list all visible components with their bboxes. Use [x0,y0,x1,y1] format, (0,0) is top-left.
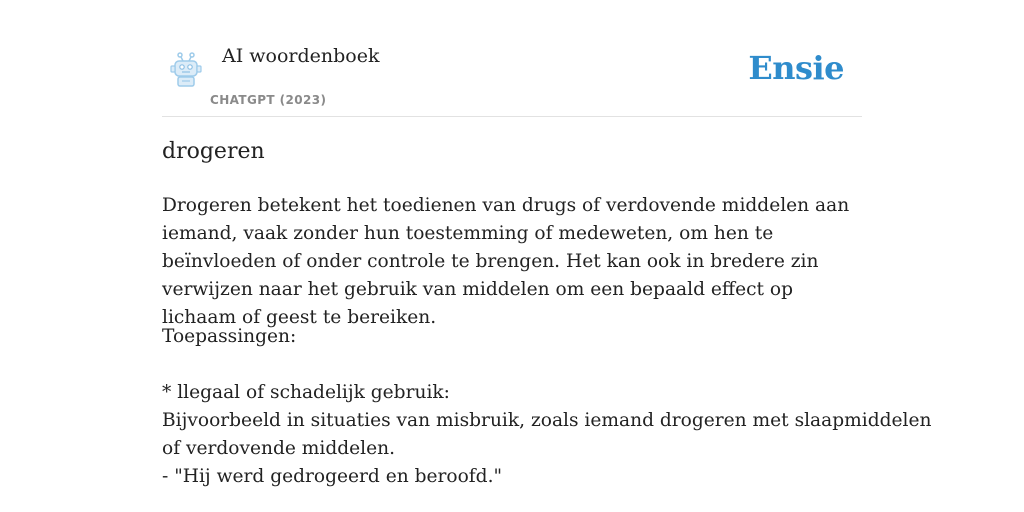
bullet-heading: * llegaal of schadelijk gebruik: [162,382,450,403]
spacer [162,351,862,379]
applications-section [162,323,932,491]
robot-icon [166,52,206,88]
entry-definition: Drogeren betekent het toedienen van drugs of verdovende middelen aan iemand, vaak zonder hun toestemming of medeweten, om hen te beïnvloeden of onder controle te brengen. Het kan ook in bredere zin verwijzen naar het gebruik van middelen om een bepaald effect op lichaam of geest te bereiken. [162,195,850,328]
bullet-text-line: Bijvoorbeeld in situaties van misbruik, zoals iemand drogeren met slaapmiddelen [162,410,932,431]
bullet-text-line: of verdovende middelen. [162,438,396,459]
source-label: CHATGPT (2023) [210,93,327,107]
example-quote: - "Hij werd gedrogeerd en beroofd." [162,466,503,487]
dictionary-title[interactable]: AI woordenboek [222,45,380,67]
brand-logo[interactable]: Ensie [748,49,844,87]
header [162,0,862,117]
applications-heading: Toepassingen: [162,326,297,347]
entry-term: drogeren [162,139,265,164]
